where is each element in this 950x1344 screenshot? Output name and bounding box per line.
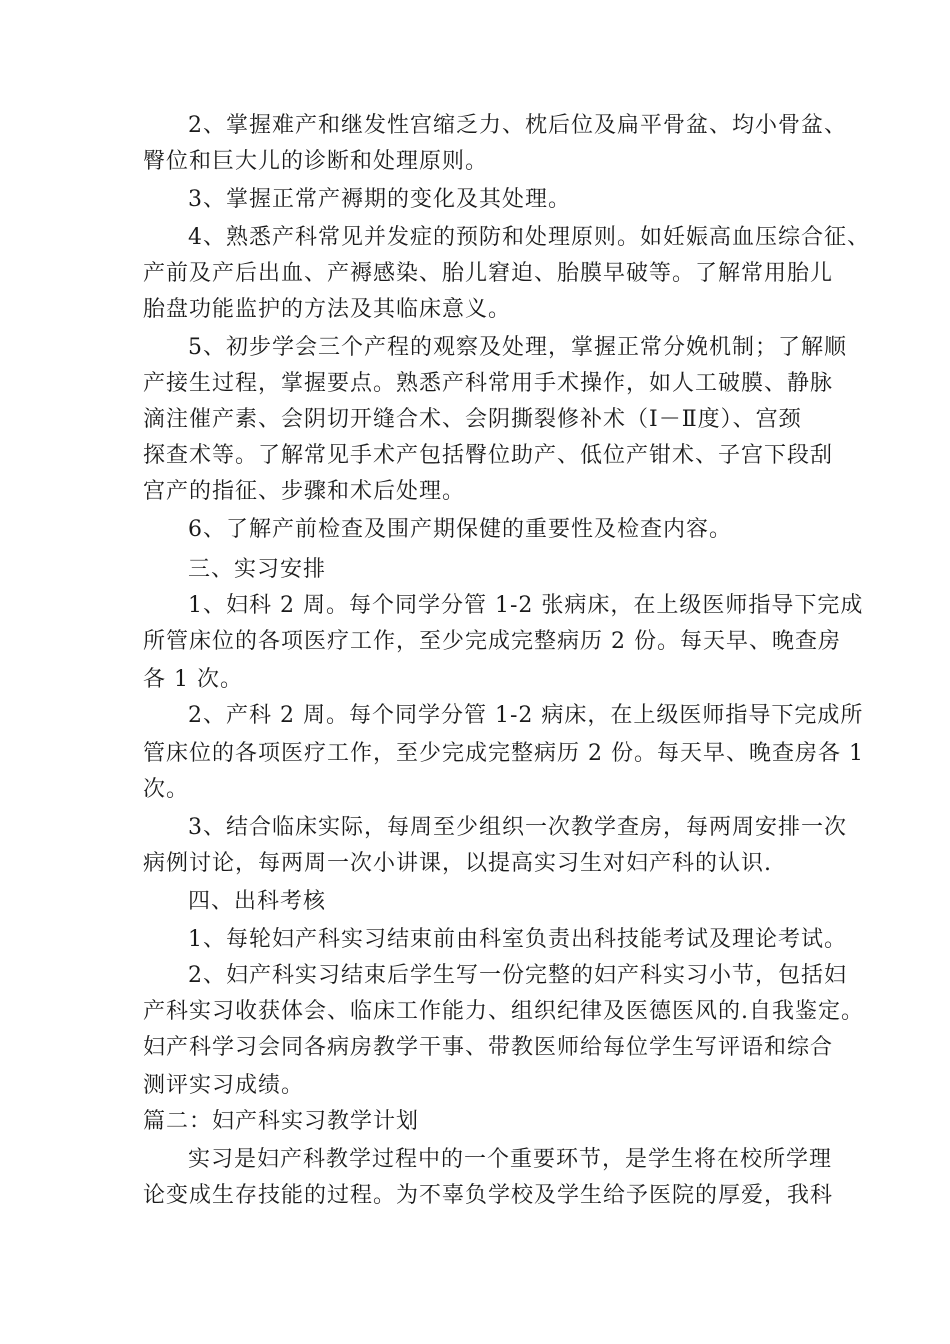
text-line: 胎盘功能监护的方法及其临床意义。 bbox=[143, 297, 512, 322]
text-line: 产接生过程，掌握要点。熟悉产科常用手术操作，如人工破膜、静脉 bbox=[143, 371, 834, 396]
text-line: 病例讨论，每两周一次小讲课，以提高实习生对妇产科的认识. bbox=[143, 851, 772, 876]
text-line: 管床位的各项医疗工作，至少完成完整病历 2 份。每天早、晚查房各 1 bbox=[143, 741, 864, 766]
text-line: 探查术等。了解常见手术产包括臀位助产、低位产钳术、子宫下段刮 bbox=[143, 443, 834, 468]
text-line: 1、每轮妇产科实习结束前由科室负责出科技能考试及理论考试。 bbox=[188, 927, 847, 952]
text-line: 论变成生存技能的过程。为不辜负学校及学生给予医院的厚爱，我科 bbox=[143, 1183, 834, 1208]
text-line: 滴注催产素、会阴切开缝合术、会阴撕裂修补术（Ⅰ－Ⅱ度）、宫颈 bbox=[143, 407, 802, 432]
text-line: 5、初步学会三个产程的观察及处理，掌握正常分娩机制；了解顺 bbox=[188, 335, 847, 360]
text-line: 2、掌握难产和继发性宫缩乏力、枕后位及扁平骨盆、均小骨盆、 bbox=[188, 113, 847, 138]
text-line: 实习是妇产科教学过程中的一个重要环节，是学生将在校所学理 bbox=[188, 1147, 833, 1172]
text-line: 各 1 次。 bbox=[143, 667, 243, 692]
text-line: 三、实习安排 bbox=[188, 557, 327, 582]
text-line: 产科实习收获体会、临床工作能力、组织纪律及医德医风的.自我鉴定。 bbox=[143, 999, 864, 1024]
text-line: 篇二：妇产科实习教学计划 bbox=[143, 1109, 420, 1134]
text-line: 4、熟悉产科常见并发症的预防和处理原则。如妊娠高血压综合征、 bbox=[188, 225, 870, 250]
text-line: 臀位和巨大儿的诊断和处理原则。 bbox=[143, 149, 489, 174]
text-line: 宫产的指征、步骤和术后处理。 bbox=[143, 479, 466, 504]
text-line: 3、结合临床实际，每周至少组织一次教学查房，每两周安排一次 bbox=[188, 815, 847, 840]
text-line: 产前及产后出血、产褥感染、胎儿窘迫、胎膜早破等。了解常用胎儿 bbox=[143, 261, 834, 286]
text-line: 四、出科考核 bbox=[188, 889, 327, 914]
text-line: 2、产科 2 周。每个同学分管 1-2 病床，在上级医师指导下完成所 bbox=[188, 703, 864, 728]
text-line: 次。 bbox=[143, 777, 190, 802]
text-line: 测评实习成绩。 bbox=[143, 1073, 305, 1098]
text-line: 3、掌握正常产褥期的变化及其处理。 bbox=[188, 187, 571, 212]
text-line: 6、了解产前检查及围产期保健的重要性及检查内容。 bbox=[188, 517, 732, 542]
text-line: 1、妇科 2 周。每个同学分管 1-2 张病床，在上级医师指导下完成 bbox=[188, 593, 864, 618]
text-line: 2、妇产科实习结束后学生写一份完整的妇产科实习小节，包括妇 bbox=[188, 963, 847, 988]
text-line: 妇产科学习会同各病房教学干事、带教医师给每位学生写评语和综合 bbox=[143, 1035, 834, 1060]
text-line: 所管床位的各项医疗工作，至少完成完整病历 2 份。每天早、晚查房 bbox=[143, 629, 841, 654]
